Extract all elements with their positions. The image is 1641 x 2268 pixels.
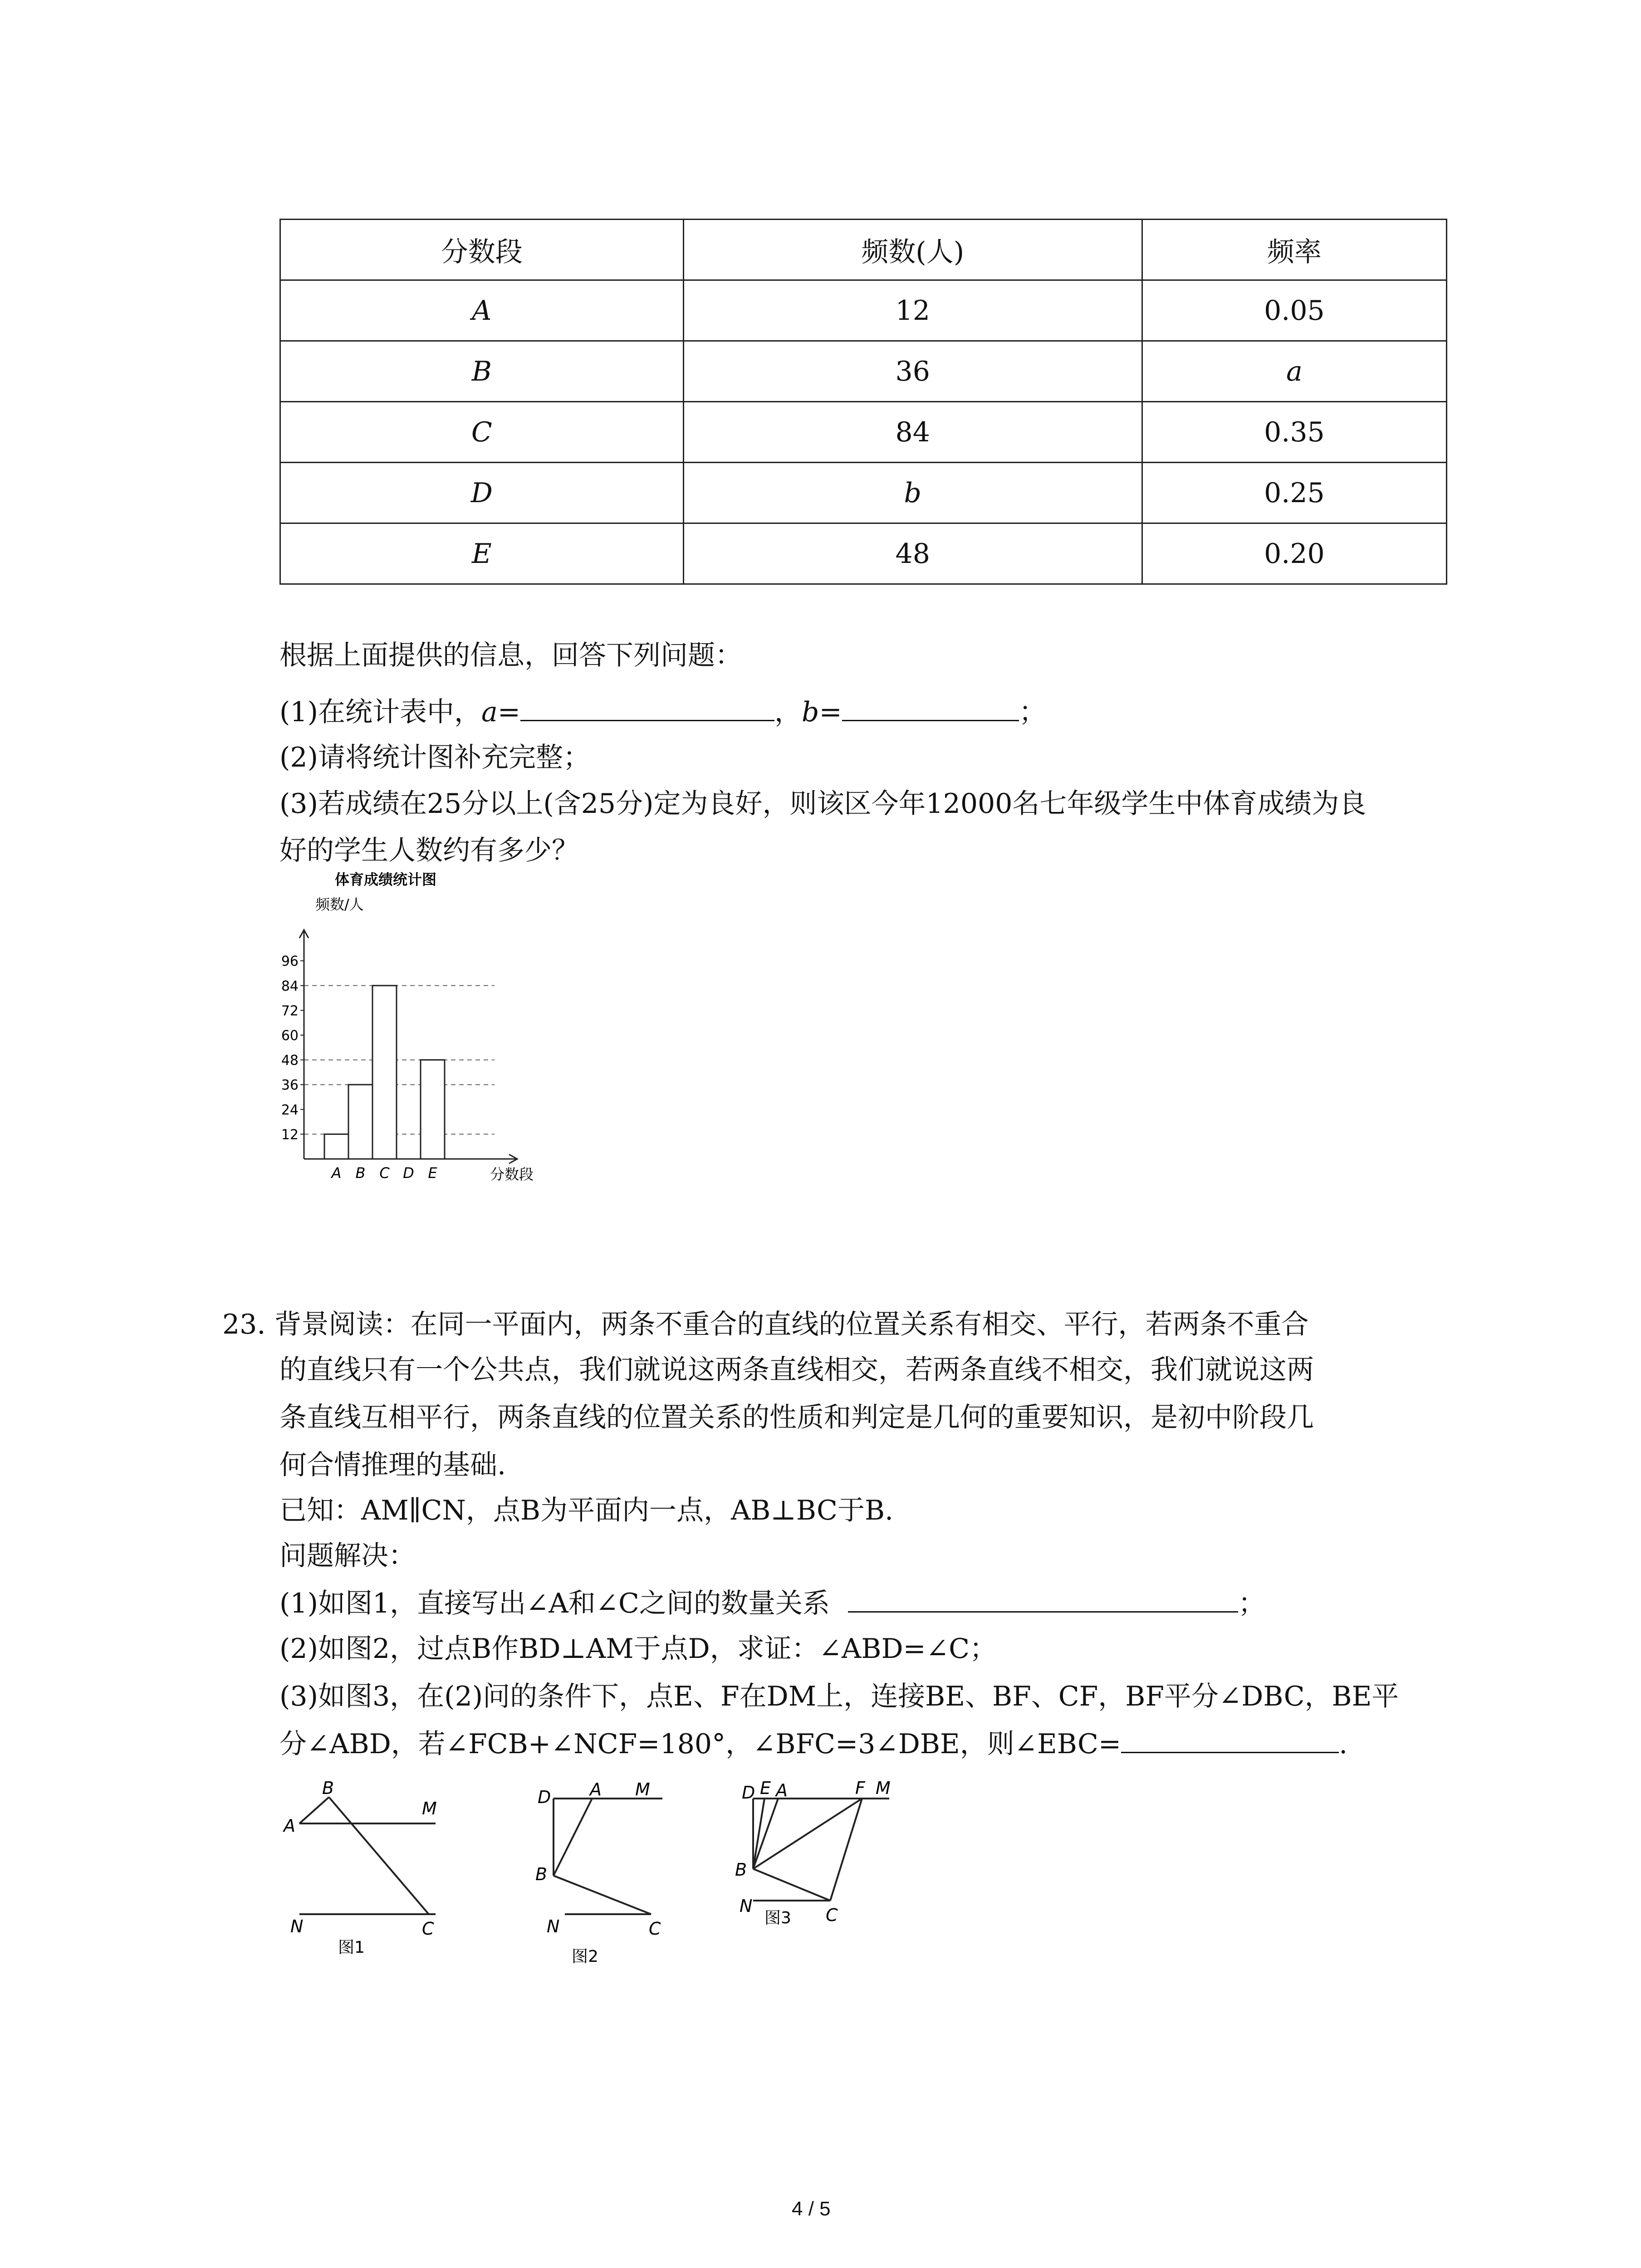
fig3-label: D xyxy=(742,1783,755,1803)
frequency-table xyxy=(279,219,1447,585)
var-b-label: b= xyxy=(802,696,842,728)
rate-cell: 0.20 xyxy=(1142,523,1446,584)
rate-cell: a xyxy=(1142,341,1446,402)
x-tick-label: A xyxy=(331,1164,342,1182)
q23-line3: 条直线互相平行，两条直线的位置关系的性质和判定是几何的重要知识，是初中阶段几 xyxy=(279,1402,1314,1433)
answer-blank-1[interactable] xyxy=(848,1584,1238,1613)
table-row xyxy=(280,463,1447,523)
x-tick-label: D xyxy=(403,1164,414,1182)
figure-3 xyxy=(717,1778,953,1964)
q23-part3-text: 分∠ABD，若∠FCB+∠NCF=180°，∠BFC=3∠DBE，则∠EBC= xyxy=(279,1728,1122,1760)
header-cell: 分数段 xyxy=(280,220,684,280)
fig2-caption: 图2 xyxy=(572,1947,598,1966)
table-row xyxy=(280,341,1447,402)
segment-cell: E xyxy=(280,523,684,584)
y-tick-label: 96 xyxy=(281,953,299,970)
answer-blank-3[interactable] xyxy=(1121,1725,1339,1753)
x-axis-label: 分数段 xyxy=(490,1166,534,1183)
answer-blank-b[interactable] xyxy=(842,693,1019,721)
q23-problem-label: 问题解决： xyxy=(279,1540,416,1572)
y-tick-label: 48 xyxy=(281,1052,299,1069)
figure-2 xyxy=(513,1778,721,1969)
q22-part2: (2)请将统计图补充完整； xyxy=(279,742,590,773)
q22-part3-line2: 好的学生人数约有多少？ xyxy=(279,835,579,866)
fig1-label: B xyxy=(322,1778,334,1798)
frequency-cell: b xyxy=(683,463,1142,523)
fig2-label: M xyxy=(635,1779,650,1799)
frequency-cell: 36 xyxy=(683,341,1142,402)
q23-part2: (2)如图2，过点B作BD⊥AM于点D，求证：∠ABD=∠C； xyxy=(279,1633,997,1665)
fig2-label: D xyxy=(538,1787,551,1807)
segment-cell: C xyxy=(280,402,684,463)
fig3-label: F xyxy=(855,1778,865,1798)
y-axis-label: 频数/人 xyxy=(315,896,364,913)
fig3-label: C xyxy=(826,1905,838,1925)
figure-1 xyxy=(272,1778,490,1960)
fig2-label: A xyxy=(590,1779,602,1799)
var-a-label: a= xyxy=(481,696,521,728)
fig1-caption: 图1 xyxy=(338,1938,365,1957)
fig1-label: N xyxy=(290,1916,304,1936)
q22-intro: 根据上面提供的信息，回答下列问题： xyxy=(279,640,742,671)
x-tick-label: E xyxy=(428,1164,437,1182)
fig3-label: N xyxy=(740,1896,753,1916)
bar xyxy=(421,1060,445,1159)
q23-part1-end: ； xyxy=(1238,1588,1265,1619)
y-tick-label: 36 xyxy=(281,1077,299,1094)
frequency-cell: 12 xyxy=(683,280,1142,341)
table-row xyxy=(280,523,1447,584)
q23-given: 已知：AM∥CN，点B为平面内一点，AB⊥BC于B. xyxy=(279,1495,894,1526)
fig1-label: M xyxy=(422,1799,437,1818)
header-cell: 频率 xyxy=(1142,220,1446,280)
frequency-cell: 84 xyxy=(683,402,1142,463)
x-tick-label: B xyxy=(355,1164,366,1182)
q23-line2: 的直线只有一个公共点，我们就说这两条直线相交，若两条直线不相交，我们就说这两 xyxy=(279,1354,1314,1386)
segment-cell: B xyxy=(280,341,684,402)
q23-line4: 何合情推理的基础. xyxy=(279,1449,506,1481)
y-tick-label: 84 xyxy=(281,978,299,994)
fig1-label: C xyxy=(422,1919,434,1939)
bar xyxy=(348,1085,372,1159)
y-tick-label: 12 xyxy=(281,1127,299,1143)
fig3-label: A xyxy=(776,1780,788,1800)
q22-part1-comma: ， xyxy=(774,696,802,728)
fig3-label: M xyxy=(876,1778,891,1798)
rate-cell: 0.35 xyxy=(1142,402,1446,463)
fig3-label: B xyxy=(735,1860,747,1880)
segment-cell: D xyxy=(280,463,684,523)
table-header-row xyxy=(280,220,1447,280)
q23-line1: 23. 背景阅读：在同一平面内，两条不重合的直线的位置关系有相交、平行，若两条不重合 xyxy=(222,1309,1309,1340)
y-tick-label: 72 xyxy=(281,1003,299,1019)
header-cell: 频数(人) xyxy=(683,220,1142,280)
segment-cell: A xyxy=(280,280,684,341)
rate-cell: 0.25 xyxy=(1142,463,1446,523)
q23-part1 xyxy=(279,1581,1265,1626)
page-number: 4 / 5 xyxy=(792,2198,831,2220)
q22-part3-line1: (3)若成绩在25分以上(含25分)定为良好，则该区今年12000名七年级学生中体育成绩为良 xyxy=(279,788,1367,820)
q23-part1-text: (1)如图1，直接写出∠A和∠C之间的数量关系 xyxy=(279,1588,830,1619)
x-tick-label: C xyxy=(379,1164,390,1182)
q22-part1 xyxy=(279,689,1046,735)
frequency-cell: 48 xyxy=(683,523,1142,584)
bar-chart xyxy=(263,862,590,1193)
fig2-label: C xyxy=(649,1919,661,1939)
fig2-label: N xyxy=(547,1916,560,1936)
fig1-label: A xyxy=(284,1816,295,1836)
fig2-label: B xyxy=(535,1864,548,1884)
answer-blank-a[interactable] xyxy=(520,693,774,721)
fig3-label: E xyxy=(760,1778,771,1798)
q23-part3-line2 xyxy=(279,1721,1347,1767)
table-row xyxy=(280,280,1447,341)
bar xyxy=(372,986,397,1159)
q22-part1-label: (1)在统计表中， xyxy=(279,696,481,728)
rate-cell: 0.05 xyxy=(1142,280,1446,341)
y-tick-label: 24 xyxy=(281,1102,299,1118)
y-tick-label: 60 xyxy=(281,1028,299,1044)
fig3-caption: 图3 xyxy=(764,1909,791,1927)
table-row xyxy=(280,402,1447,463)
chart-title: 体育成绩统计图 xyxy=(334,871,437,888)
q22-part1-end: ； xyxy=(1019,696,1046,728)
q23-part3-end: . xyxy=(1339,1728,1348,1760)
bar xyxy=(324,1134,348,1159)
q23-part3-line1: (3)如图3，在(2)问的条件下，点E、F在DM上，连接BE、BF、CF，BF平分∠DBC，BE平 xyxy=(279,1681,1399,1712)
